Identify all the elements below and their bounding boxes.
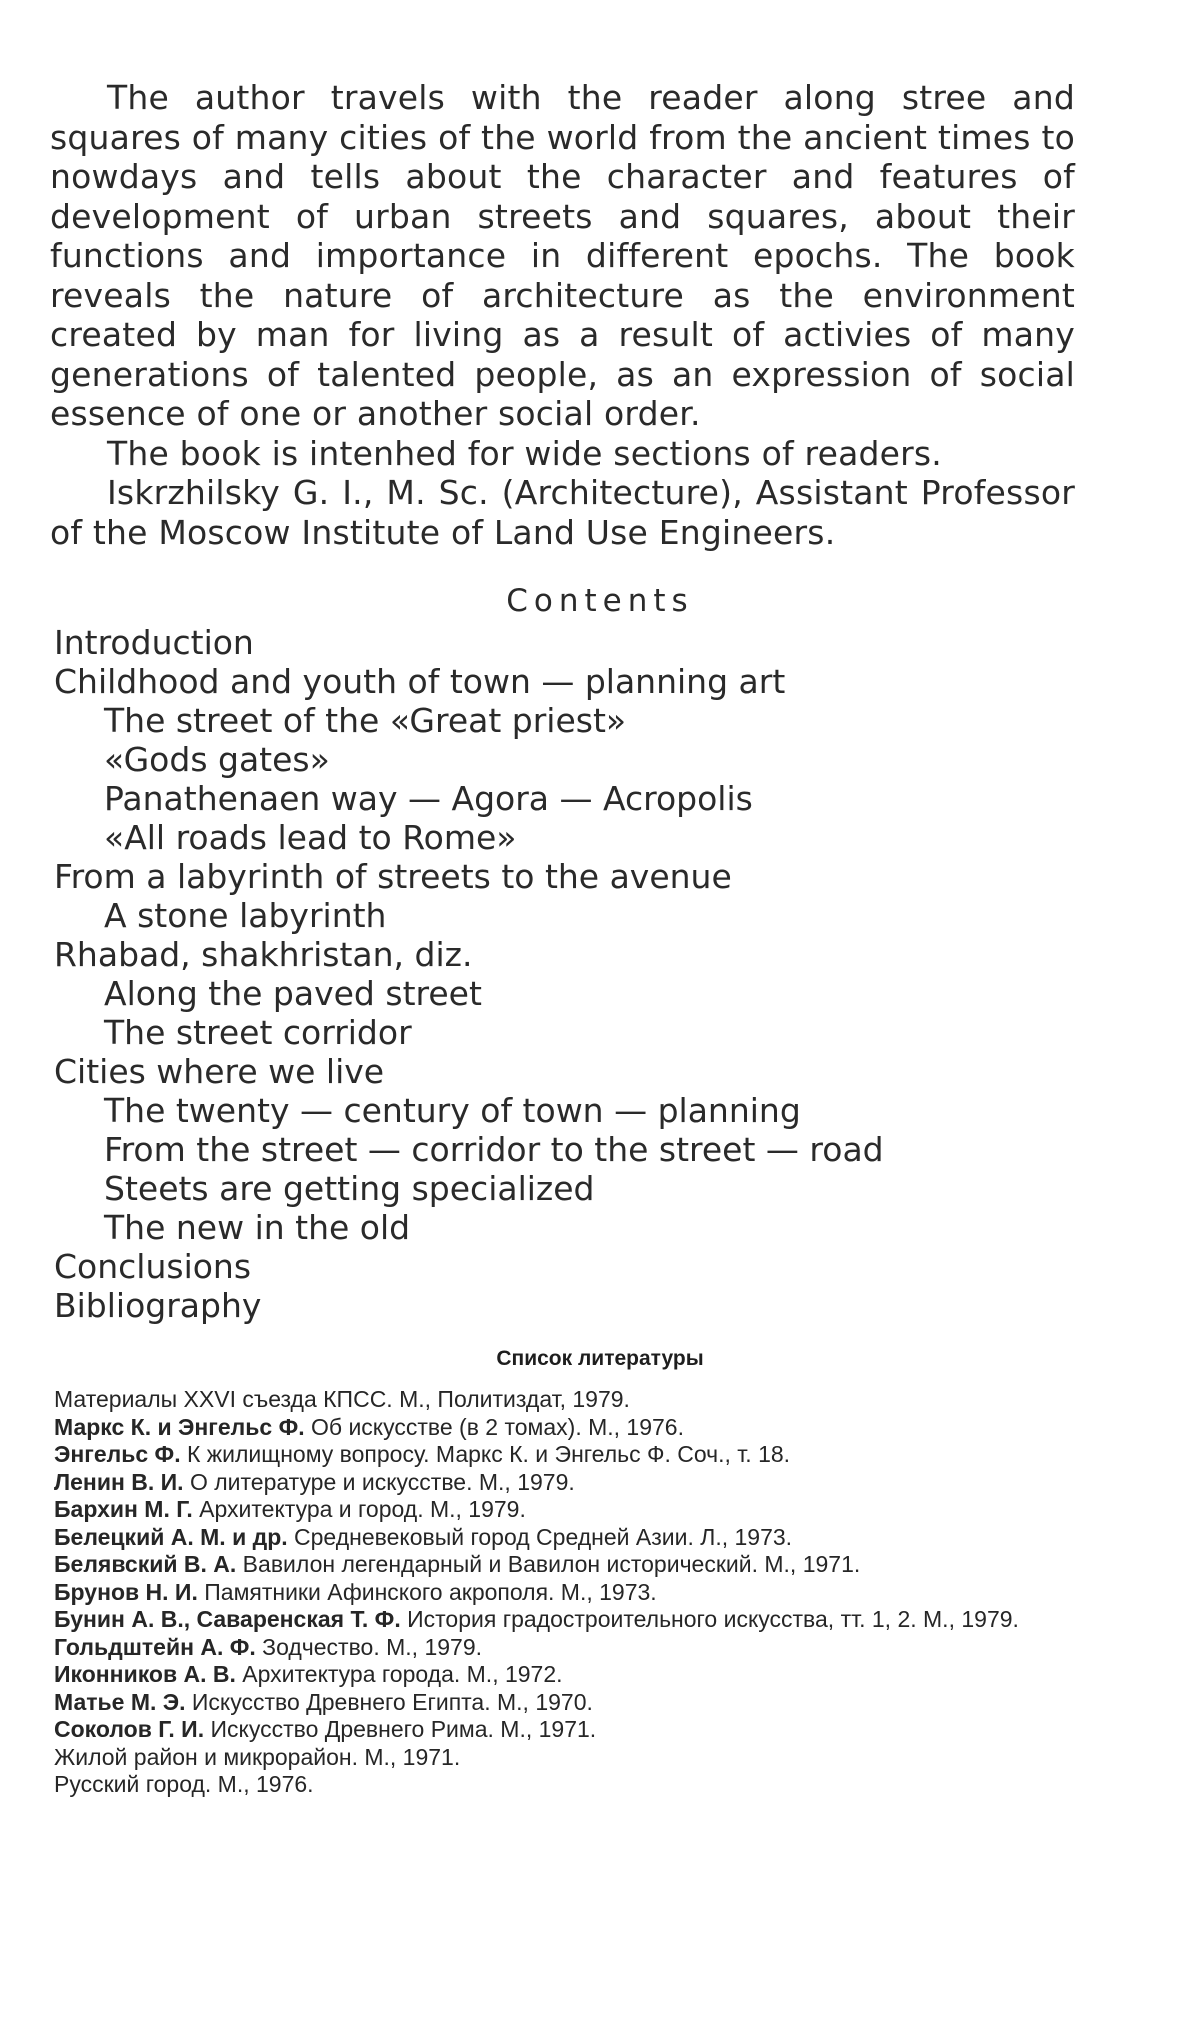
contents-item: Cities where we live bbox=[54, 1052, 385, 1091]
contents-item: The twenty — century of town — planning bbox=[104, 1091, 801, 1130]
contents-item: From the street — corridor to the street — road bbox=[104, 1130, 884, 1169]
contents-item: Panathenaen way — Agora — Acropolis bbox=[104, 779, 753, 818]
entry-text: К жилищному вопросу. Маркс К. и Энгельс Ф. Соч., т. 18. bbox=[180, 1441, 791, 1467]
entry-text: Зодчество. М., 1979. bbox=[255, 1633, 482, 1660]
contents-item: The new in the old bbox=[104, 1208, 411, 1247]
entry-text: Архитектура города. М., 1972. bbox=[235, 1661, 563, 1687]
bibliography-entry bbox=[54, 1743, 1084, 1770]
bibliography-entry bbox=[54, 1388, 1084, 1412]
entry-text: Об искусстве (в 2 томах). М., 1976. bbox=[304, 1413, 684, 1440]
bibliography-entry bbox=[54, 1718, 1084, 1742]
author-note: Iskrzhilsky G. I., M. Sc. (Architecture), Assistant Professor of the Moscow Institute of Land Use Engineers. bbox=[50, 473, 1075, 552]
contents-item: The street corridor bbox=[104, 1013, 412, 1052]
bibliography-entry bbox=[54, 1498, 1084, 1522]
contents-item: Along the paved street bbox=[104, 974, 482, 1013]
contents-item: «Gods gates» bbox=[104, 740, 330, 779]
abstract bbox=[50, 78, 1075, 552]
bibliography-entry bbox=[54, 1468, 1084, 1495]
entry-author: Ленин В. И. bbox=[54, 1468, 184, 1495]
contents-item: Steets are getting specialized bbox=[104, 1169, 595, 1208]
entry-text: Жилой район и микрорайон. М., 1971. bbox=[54, 1743, 461, 1770]
entry-text: Архитектура и город. М., 1979. bbox=[192, 1496, 526, 1522]
entry-author: Энгельс Ф. bbox=[54, 1441, 181, 1467]
entry-text: О литературе и искусстве. М., 1979. bbox=[183, 1468, 575, 1495]
bibliography-entry bbox=[54, 1633, 1084, 1660]
contents-item: Bibliography bbox=[54, 1286, 262, 1325]
entry-author: Иконников А. В. bbox=[54, 1661, 236, 1687]
bibliography-entry bbox=[54, 1773, 1084, 1797]
entry-author: Брунов Н. И. bbox=[54, 1578, 198, 1605]
entry-author: Белявский В. А. bbox=[54, 1551, 237, 1577]
contents-list bbox=[54, 623, 884, 1325]
entry-text: Вавилон легендарный и Вавилон исторический. М., 1971. bbox=[236, 1551, 861, 1577]
entry-author: Матье М. Э. bbox=[54, 1688, 186, 1715]
contents-item: The street of the «Great priest» bbox=[104, 701, 627, 740]
bibliography-entry bbox=[54, 1608, 1084, 1632]
entry-text: Средневековый город Средней Азии. Л., 1973. bbox=[287, 1523, 793, 1550]
contents-item: Conclusions bbox=[54, 1247, 252, 1286]
entry-text: Материалы XXVI съезда КПСС. М., Политиздат, 1979. bbox=[54, 1386, 630, 1412]
contents-item: Childhood and youth of town — planning art bbox=[54, 662, 786, 701]
contents-item: «All roads lead to Rome» bbox=[104, 818, 517, 857]
bibliography-entry bbox=[54, 1578, 1084, 1605]
entry-text: Памятники Афинского акрополя. М., 1973. bbox=[197, 1578, 657, 1605]
entry-author: Бунин А. В., Саваренская Т. Ф. bbox=[54, 1606, 401, 1632]
entry-author: Соколов Г. И. bbox=[54, 1716, 205, 1742]
contents-item: Rhabad, shakhristan, diz. bbox=[54, 935, 473, 974]
entry-text: Искусство Древнего Рима. М., 1971. bbox=[204, 1716, 597, 1742]
contents-item: From a labyrinth of streets to the avenue bbox=[54, 857, 732, 896]
entry-author: Гольдштейн А. Ф. bbox=[54, 1633, 256, 1660]
bibliography-entry bbox=[54, 1413, 1084, 1440]
audience-note: The book is intenhed for wide sections of readers. bbox=[107, 433, 942, 473]
entry-text: Искусство Древнего Египта. М., 1970. bbox=[185, 1688, 593, 1715]
entry-text: Русский город. М., 1976. bbox=[54, 1771, 314, 1797]
entry-author: Белецкий А. М. и др. bbox=[54, 1523, 288, 1550]
bibliography-entry bbox=[54, 1443, 1084, 1467]
contents-item: A stone labyrinth bbox=[104, 896, 387, 935]
contents-heading: Contents bbox=[506, 583, 694, 619]
bibliography-list bbox=[54, 1388, 1084, 1801]
entry-text: История градостроительного искусства, тт. 1, 2. М., 1979. bbox=[400, 1606, 1019, 1632]
bibliography-entry bbox=[54, 1688, 1084, 1715]
bibliography-entry bbox=[54, 1553, 1084, 1577]
entry-author: Маркс К. и Энгельс Ф. bbox=[54, 1413, 305, 1440]
contents-item: Introduction bbox=[54, 623, 254, 662]
entry-author: Бархин М. Г. bbox=[54, 1496, 193, 1522]
bibliography-heading: Список литературы bbox=[496, 1347, 704, 1370]
bibliography-entry bbox=[54, 1523, 1084, 1550]
bibliography-entry bbox=[54, 1663, 1084, 1687]
abstract-paragraph: The author travels with the reader along stree and squares of many cities of the world from the ancient times to nowdays and tells about the character and features of development of urban streets and squares, about their functions and importance in different epochs. The book reveals the nature of architecture as the environment created by man for living as a result of activies of many generations of talented people, as an expression of social essence of one or another social order. bbox=[50, 78, 1075, 433]
